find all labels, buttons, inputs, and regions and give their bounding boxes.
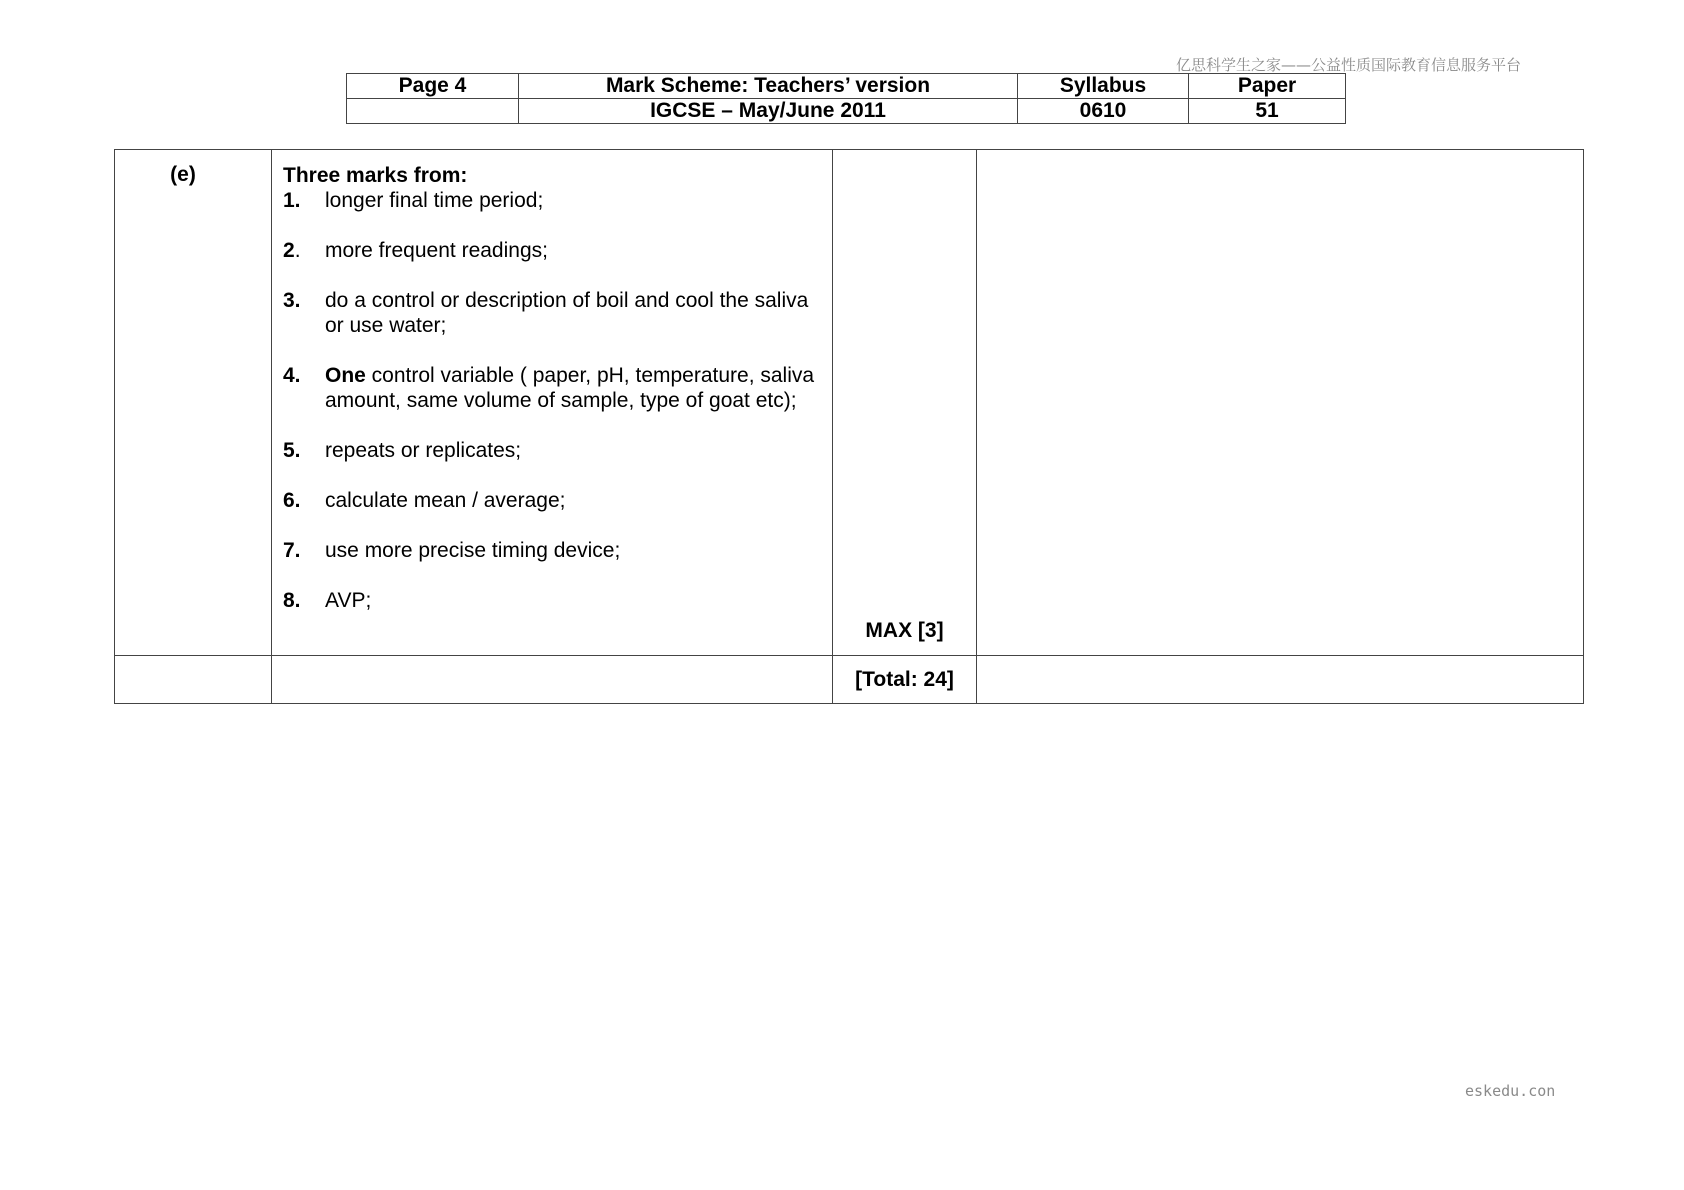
list-item [283, 438, 822, 463]
point-text: do a control or description of boil and cool the saliva or use water; [325, 289, 809, 337]
point-text: AVP; [325, 589, 372, 612]
point-number [283, 238, 325, 263]
point-text [325, 363, 822, 413]
list-item [283, 488, 822, 513]
point-text: longer final time period; [325, 189, 544, 212]
watermark-top-text: 亿思科学生之家——公益性质国际教育信息服务平台 [1176, 56, 1522, 74]
list-item [283, 588, 822, 613]
header-syllabus-label: Syllabus [1018, 74, 1189, 99]
point-number: 3. [283, 289, 301, 312]
point-number-suffix: . [294, 239, 301, 262]
point-number: 4. [283, 364, 301, 387]
header-row-2 [347, 99, 1346, 124]
header-table [346, 73, 1346, 124]
answer-cell [272, 150, 833, 656]
point-text: calculate mean / average; [325, 489, 566, 512]
guidance-cell [977, 150, 1584, 656]
part-label: (e) [115, 150, 272, 656]
point-number: 6. [283, 489, 301, 512]
total-marks: [Total: 24] [833, 656, 977, 704]
header-exam: IGCSE – May/June 2011 [519, 99, 1018, 124]
list-item [283, 238, 822, 263]
point-text-rest: control variable ( paper, pH, temperature, saliva amount, same volume of sample, type of goat etc); [325, 364, 815, 412]
mark-scheme-table [114, 149, 1584, 704]
total-blank-answer [272, 656, 833, 704]
answer-heading: Three marks from: [283, 164, 468, 187]
point-bold-lead: One [325, 364, 366, 387]
header-syllabus-code: 0610 [1018, 99, 1189, 124]
header-blank [347, 99, 519, 124]
marks-cell: MAX [3] [833, 150, 977, 656]
point-number: 8. [283, 589, 301, 612]
watermark-bottom-text: eskedu.con [1465, 1082, 1556, 1100]
point-number: 1. [283, 189, 301, 212]
list-item [283, 363, 822, 413]
total-row [115, 656, 1584, 704]
header-paper-label: Paper [1189, 74, 1346, 99]
header-title: Mark Scheme: Teachers’ version [519, 74, 1018, 99]
total-blank-part [115, 656, 272, 704]
list-item [283, 288, 822, 338]
point-text: use more precise timing device; [325, 539, 621, 562]
point-number: 5. [283, 439, 301, 462]
point-number: 7. [283, 539, 301, 562]
header-paper-number: 51 [1189, 99, 1346, 124]
total-blank-guidance [977, 656, 1584, 704]
point-number-digit: 2 [283, 239, 295, 262]
point-text: more frequent readings; [325, 239, 548, 262]
list-item [283, 188, 822, 213]
header-page: Page 4 [347, 74, 519, 99]
point-text: repeats or replicates; [325, 439, 522, 462]
list-item [283, 538, 822, 563]
header-row-1 [347, 74, 1346, 99]
question-row [115, 150, 1584, 656]
